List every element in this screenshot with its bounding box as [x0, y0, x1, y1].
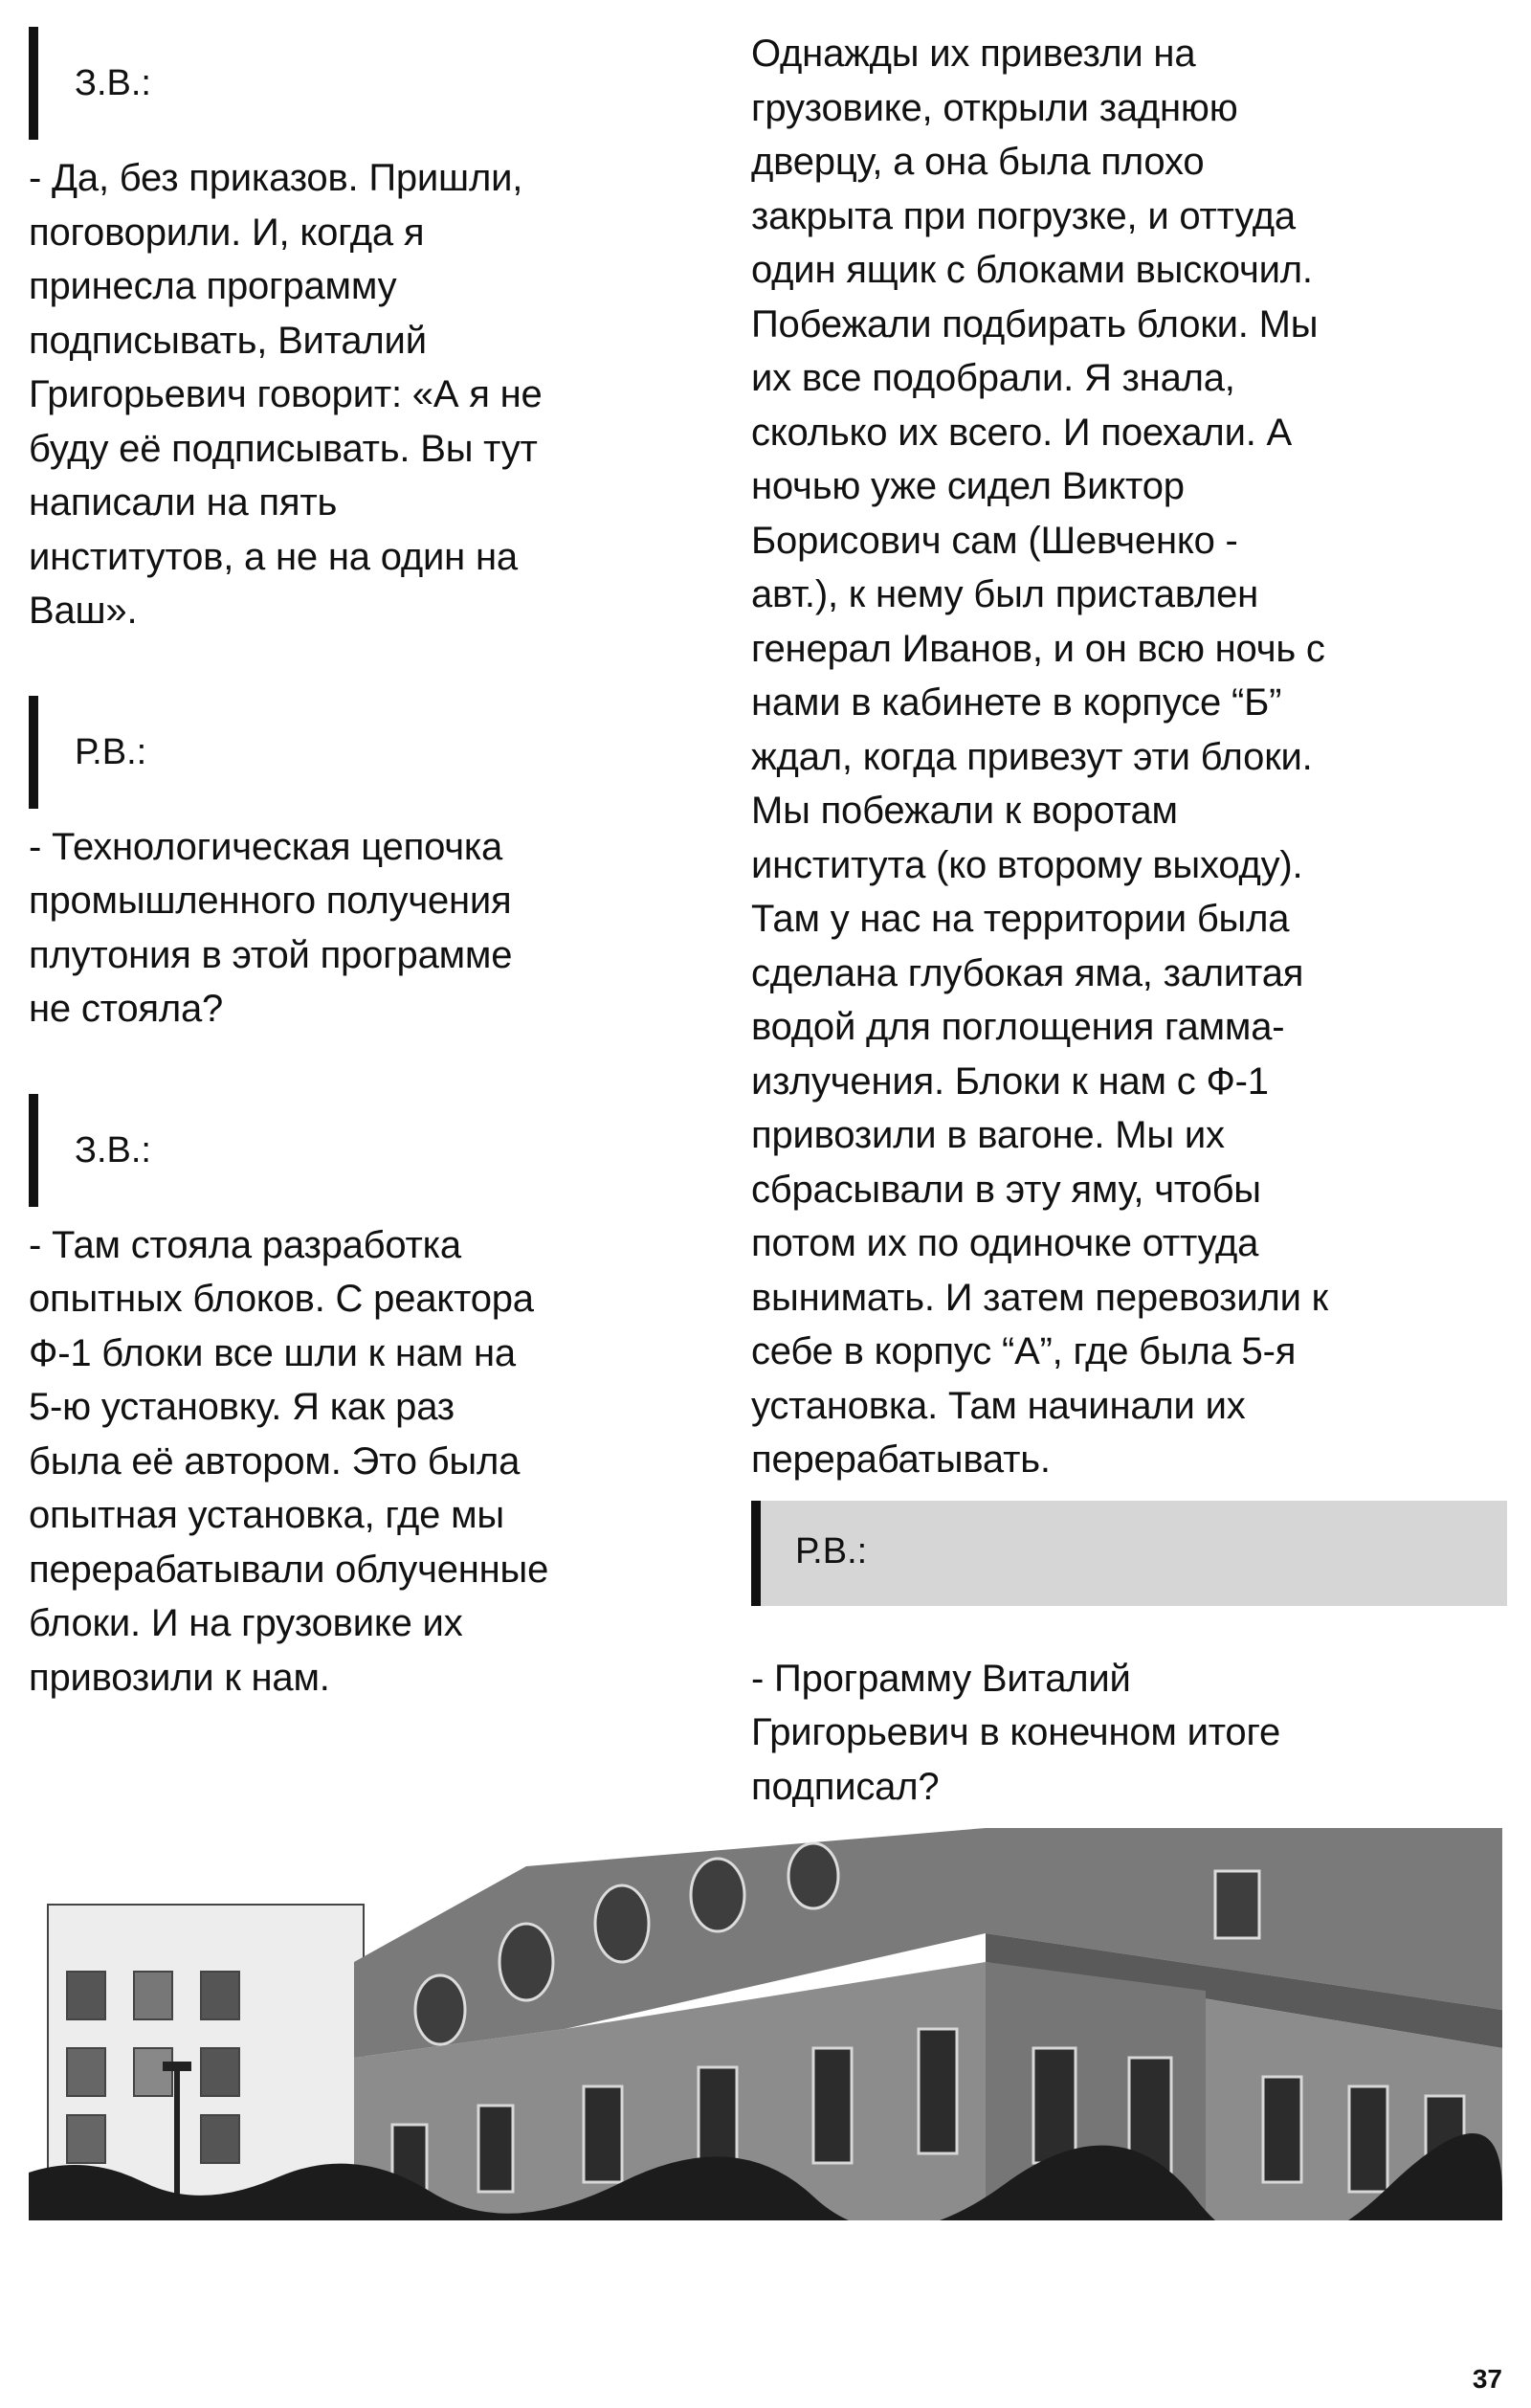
speaker-label-zv-2 [29, 1094, 699, 1218]
speaker-name: З.В.: [75, 63, 151, 103]
question-paragraph: - Технологическая цепочка промышленного получения плутония в этой программе не стояла? [29, 825, 513, 1030]
answer-paragraph: - Там стояла разработка опытных блоков. С реактора Ф-1 блоки все шли к нам на 5-ю установку. Я как раз была её автором. Это была опытная установка, где мы перерабатывали облученные блоки. И на грузовике их привозили к нам. [29, 1223, 549, 1699]
speaker-label-rv-shaded [751, 1501, 1507, 1606]
speaker-marker-bar [29, 1094, 38, 1207]
right-column [751, 27, 1507, 1814]
answer-paragraph: - Да, без приказов. Пришли, поговорили. И, когда я принесла программу подписывать, Виталий Григорьевич говорит: «А я не буду её подписывать. Вы тут написали на пять институтов, а не на один на Ваш». [29, 157, 543, 632]
speaker-name: З.В.: [75, 1129, 151, 1171]
speaker-label-zv [29, 27, 699, 151]
speaker-label-rv [29, 696, 699, 820]
speaker-name: Р.В.: [795, 1530, 868, 1572]
speaker-marker-bar [29, 27, 38, 140]
background-building [48, 1905, 364, 2211]
speaker-marker-bar [751, 1501, 761, 1606]
page-number: 37 [1472, 2364, 1502, 2394]
left-column [29, 27, 699, 1705]
speaker-marker-bar [29, 696, 38, 809]
building-photo [29, 1828, 1502, 2220]
speaker-name: Р.В.: [75, 731, 147, 772]
question-paragraph: - Программу Виталий Григорьевич в конечном итоге подписал? [751, 1657, 1281, 1808]
story-paragraph: Однажды их привезли на грузовике, открыли заднюю дверцу, а она была плохо закрыта при погрузке, и оттуда один ящик с блоками выскочил. Побежали подбирать блоки. Мы их все подобрали. Я знала, сколько их всего. И поехали. А ночью уже сидел Виктор Борисович сам (Шевченко - авт.), к нему был приставлен генерал Иванов, и он всю ночь с нами в кабинете в корпусе “Б” ждал, когда привезут эти блоки. Мы побежали к воротам института (ко второму выходу). Там у нас на территории была сделана глубокая яма, залитая водой для поглощения гамма- излучения. Блоки к нам с Ф-1 привозили в вагоне. Мы их сбрасывали в эту яму, чтобы потом их по одиночке оттуда вынимать. И затем перевозили к себе в корпус “А”, где была 5-я установка. Там начинали их перерабатывать. [751, 33, 1328, 1481]
